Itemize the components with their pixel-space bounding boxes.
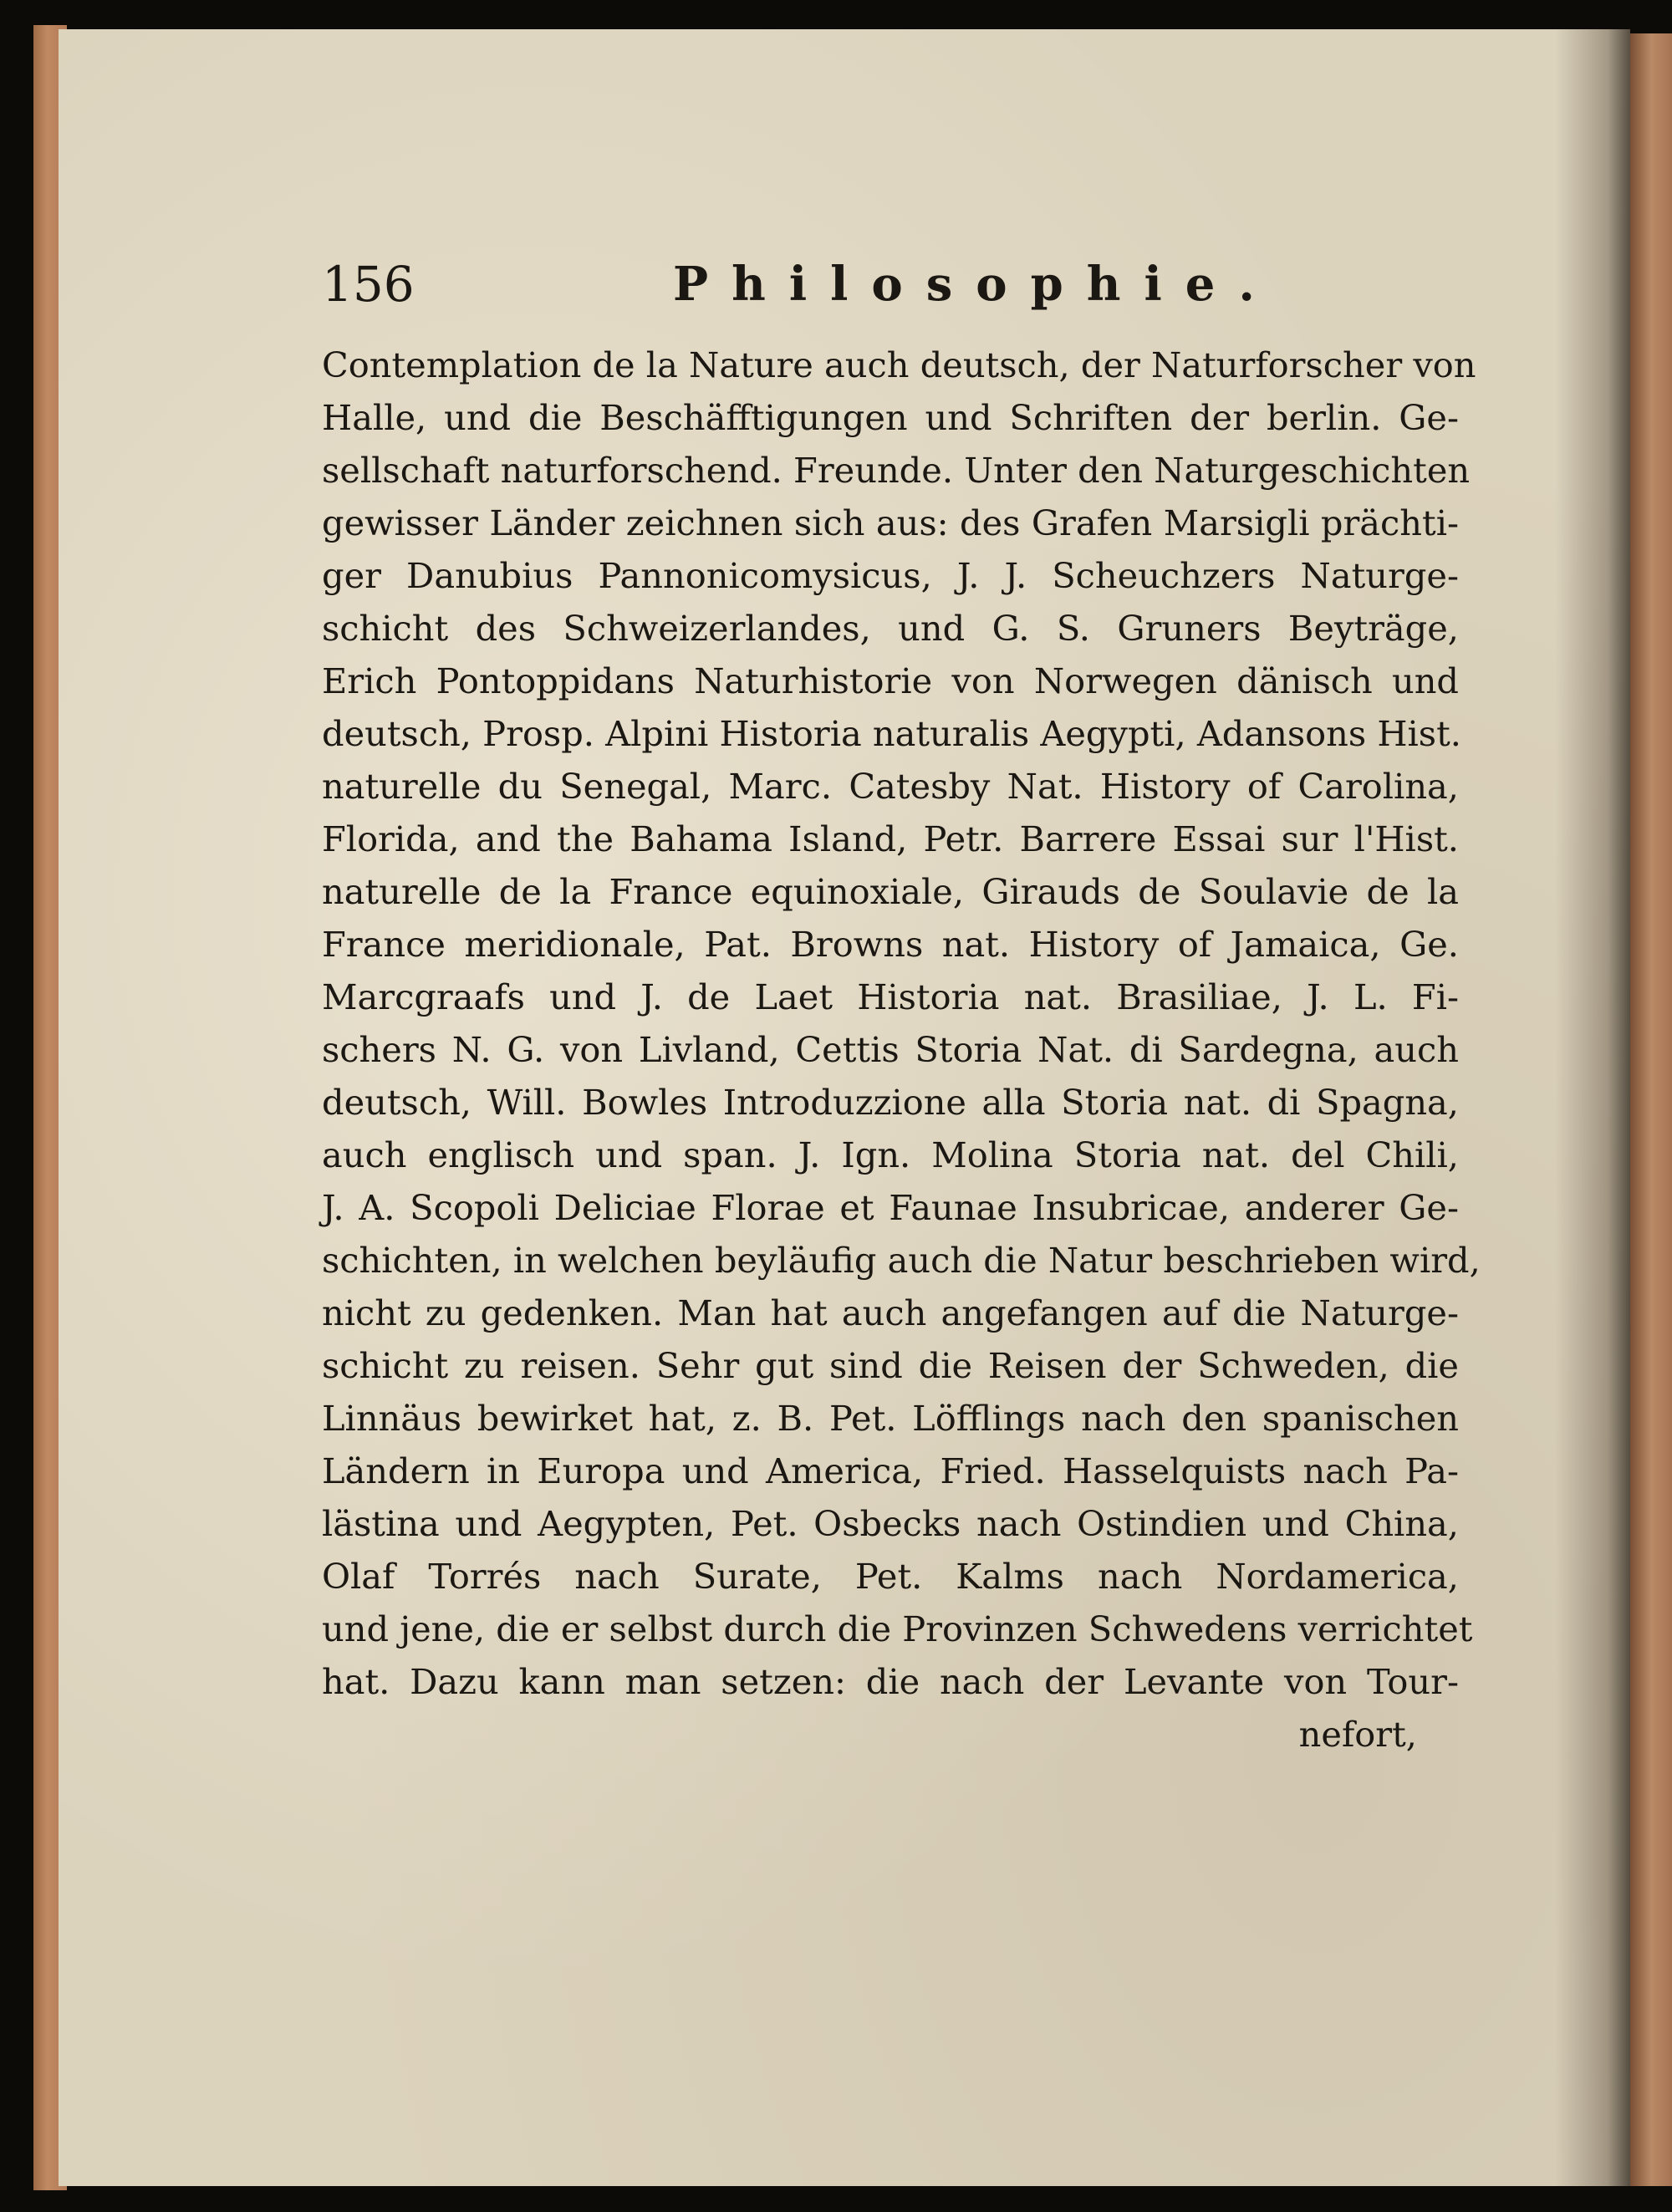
adjacent-page-edge bbox=[1630, 33, 1672, 2186]
catchword: nefort, bbox=[1298, 1714, 1417, 1755]
text-line: naturelle de la France equinoxiale, Girauds de Soulavie de la bbox=[322, 871, 1459, 912]
text-line: gewisser Länder zeichnen sich aus: des Grafen Marsigli prächti- bbox=[322, 502, 1459, 543]
text-line: sellschaft naturforschend. Freunde. Unter den Naturgeschichten bbox=[322, 450, 1471, 491]
text-line: schers N. G. von Livland, Cettis Storia Nat. di Sardegna, auch bbox=[322, 1029, 1459, 1070]
text-line: nicht zu gedenken. Man hat auch angefangen auf die Naturge- bbox=[322, 1292, 1459, 1333]
text-line: Olaf Torrés nach Surate, Pet. Kalms nach Nordamerica, bbox=[322, 1556, 1459, 1597]
text-line: schicht des Schweizerlandes, und G. S. Gruners Beyträge, bbox=[322, 608, 1459, 649]
text-line: schichten, in welchen beyläufig auch die Natur beschrieben wird, bbox=[322, 1240, 1481, 1281]
text-line: J. A. Scopoli Deliciae Florae et Faunae Insubricae, anderer Ge- bbox=[322, 1187, 1459, 1228]
text-line: Erich Pontoppidans Naturhistorie von Norwegen dänisch und bbox=[322, 660, 1459, 701]
text-line: Contemplation de la Nature auch deutsch, der Naturforscher von bbox=[322, 344, 1476, 385]
page-header bbox=[322, 251, 1450, 318]
text-line: Marcgraafs und J. de Laet Historia nat. Brasiliae, J. L. Fi- bbox=[322, 976, 1459, 1017]
text-line: und jene, die er selbst durch die Provinzen Schwedens verrichtet bbox=[322, 1608, 1473, 1649]
text-line: auch englisch und span. J. Ign. Molina Storia nat. del Chili, bbox=[322, 1134, 1459, 1175]
gutter-shadow bbox=[1555, 29, 1630, 2186]
text-line: lästina und Aegypten, Pet. Osbecks nach Ostindien und China, bbox=[322, 1503, 1459, 1544]
text-line: Linnäus bewirket hat, z. B. Pet. Löfflings nach den spanischen bbox=[322, 1398, 1459, 1439]
text-line: France meridionale, Pat. Browns nat. History of Jamaica, Ge. bbox=[322, 924, 1459, 965]
text-line: deutsch, Prosp. Alpini Historia naturalis Aegypti, Adansons Hist. bbox=[322, 713, 1461, 754]
text-line: Ländern in Europa und America, Fried. Hasselquists nach Pa- bbox=[322, 1450, 1459, 1491]
running-title: Philosophie. bbox=[673, 257, 1278, 312]
text-line: Florida, and the Bahama Island, Petr. Barrere Essai sur l'Hist. bbox=[322, 818, 1459, 859]
text-line: naturelle du Senegal, Marc. Catesby Nat. History of Carolina, bbox=[322, 766, 1459, 807]
text-line: hat. Dazu kann man setzen: die nach der Levante von Tour- bbox=[322, 1661, 1459, 1702]
text-line: ger Danubius Pannonicomysicus, J. J. Scheuchzers Naturge- bbox=[322, 555, 1459, 596]
body-text bbox=[322, 339, 1481, 1761]
text-line: Halle, und die Beschäfftigungen und Schriften der berlin. Ge- bbox=[322, 397, 1459, 438]
text-line: deutsch, Will. Bowles Introduzzione alla Storia nat. di Spagna, bbox=[322, 1082, 1459, 1123]
text-line: schicht zu reisen. Sehr gut sind die Reisen der Schweden, die bbox=[322, 1345, 1459, 1386]
page-number: 156 bbox=[322, 256, 415, 313]
